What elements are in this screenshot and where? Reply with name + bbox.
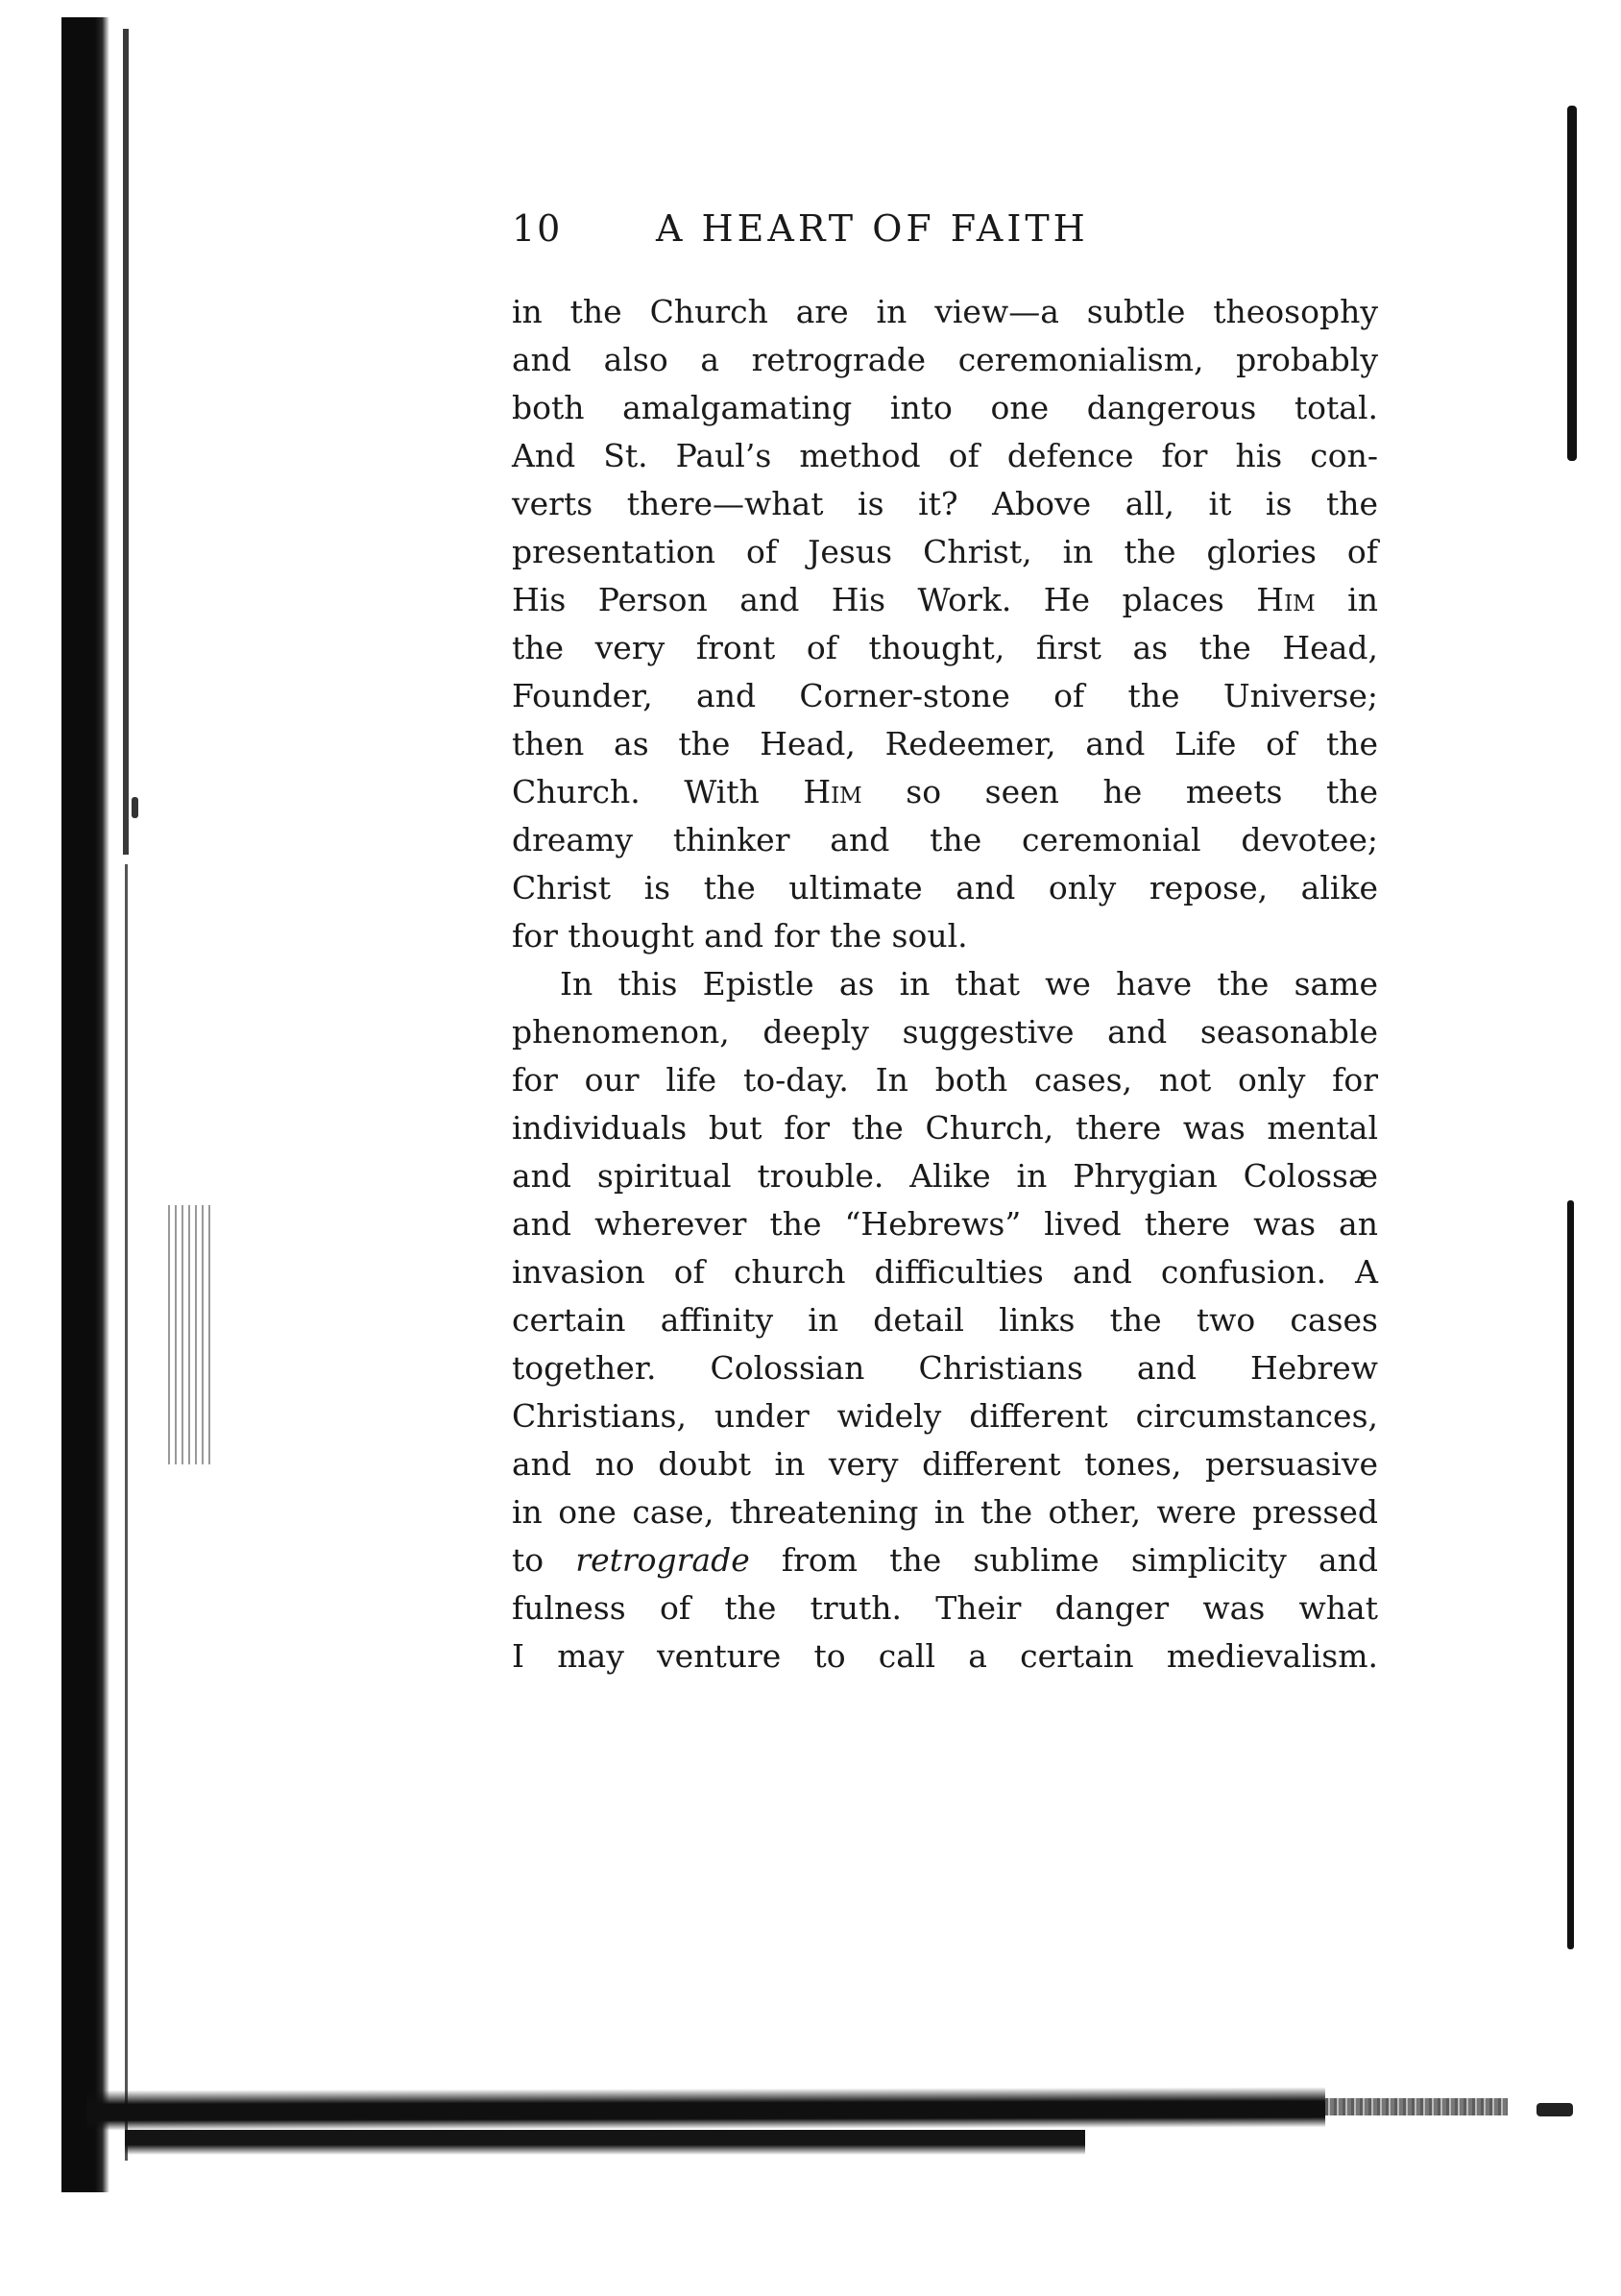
- text-segment: His Person and His Work. He places: [512, 581, 1257, 618]
- scan-edge-bottom-noise: [1325, 2098, 1508, 2115]
- text-line: the very front of thought, first as the Head,: [512, 629, 1378, 666]
- scan-speck: [132, 797, 138, 818]
- text-line: in one case, threatening in the other, were pressed: [512, 1493, 1378, 1531]
- text-line: certain affinity in detail links the two cases: [512, 1301, 1378, 1339]
- text-line: and also a retrograde ceremonialism, probably: [512, 341, 1378, 378]
- running-title: A HEART OF FAITH: [656, 207, 1089, 250]
- text-line: Founder, and Corner-stone of the Universe;: [512, 677, 1378, 714]
- text-line: And St. Paul’s method of defence for his con-: [512, 437, 1378, 474]
- text-line: phenomenon, deeply suggestive and seasonable: [512, 1013, 1378, 1051]
- text-line: I may venture to call a certain medievalism.: [512, 1637, 1378, 1675]
- text-segment: Church. With: [512, 773, 804, 810]
- scan-streaks: [168, 1205, 214, 1464]
- small-caps-him: Him: [1256, 581, 1316, 618]
- text-line: and wherever the “Hebrews” lived there was an: [512, 1205, 1378, 1243]
- text-segment: so seen he meets the: [861, 773, 1378, 810]
- scan-edge-right-upper: [1567, 106, 1577, 461]
- text-line: verts there—what is it? Above all, it is the: [512, 485, 1378, 522]
- text-line: [512, 576, 1378, 624]
- text-line: and no doubt in very different tones, persuasive: [512, 1445, 1378, 1483]
- text-line: for thought and for the soul.: [512, 917, 968, 955]
- running-head: [512, 200, 1376, 257]
- scan-edge-bottom-shadow: [125, 2130, 1085, 2155]
- text-line: presentation of Jesus Christ, in the glories of: [512, 533, 1378, 570]
- text-line: invasion of church difficulties and confusion. A: [512, 1253, 1378, 1291]
- body-text: [512, 288, 1378, 1680]
- text-line: for our life to-day. In both cases, not only for: [512, 1061, 1378, 1099]
- text-segment: in: [1315, 581, 1378, 618]
- text-line: Christ is the ultimate and only repose, alike: [512, 869, 1378, 906]
- text-line: fulness of the truth. Their danger was what: [512, 1589, 1378, 1627]
- scan-edge-bottom-speck: [1536, 2103, 1573, 2116]
- text-line: in the Church are in view—a subtle theosophy: [512, 293, 1378, 330]
- text-segment: to: [512, 1541, 576, 1579]
- scan-edge-left-line-lower: [125, 864, 128, 2161]
- scan-edge-left: [61, 17, 109, 2192]
- text-line: individuals but for the Church, there was mental: [512, 1109, 1378, 1147]
- text-line: and spiritual trouble. Alike in Phrygian Colossæ: [512, 1157, 1378, 1195]
- text-line: both amalgamating into one dangerous total.: [512, 389, 1378, 426]
- scan-edge-left-line: [123, 29, 129, 855]
- text-line: then as the Head, Redeemer, and Life of the: [512, 725, 1378, 762]
- italic-word: retrograde: [575, 1541, 750, 1579]
- text-line: dreamy thinker and the ceremonial devotee;: [512, 821, 1378, 858]
- text-segment: from the sublime simplicity and: [749, 1541, 1378, 1579]
- paragraph-first-line: In this Epistle as in that we have the same: [560, 965, 1378, 1003]
- scan-edge-bottom: [86, 2087, 1325, 2130]
- text-line: [512, 1536, 1378, 1584]
- page-number: 10: [512, 207, 563, 250]
- text-line: together. Colossian Christians and Hebrew: [512, 1349, 1378, 1387]
- text-line: [512, 768, 1378, 816]
- scan-edge-right-lower: [1567, 1200, 1574, 1949]
- text-line: Christians, under widely different circumstances,: [512, 1397, 1378, 1435]
- small-caps-him: Him: [803, 773, 862, 810]
